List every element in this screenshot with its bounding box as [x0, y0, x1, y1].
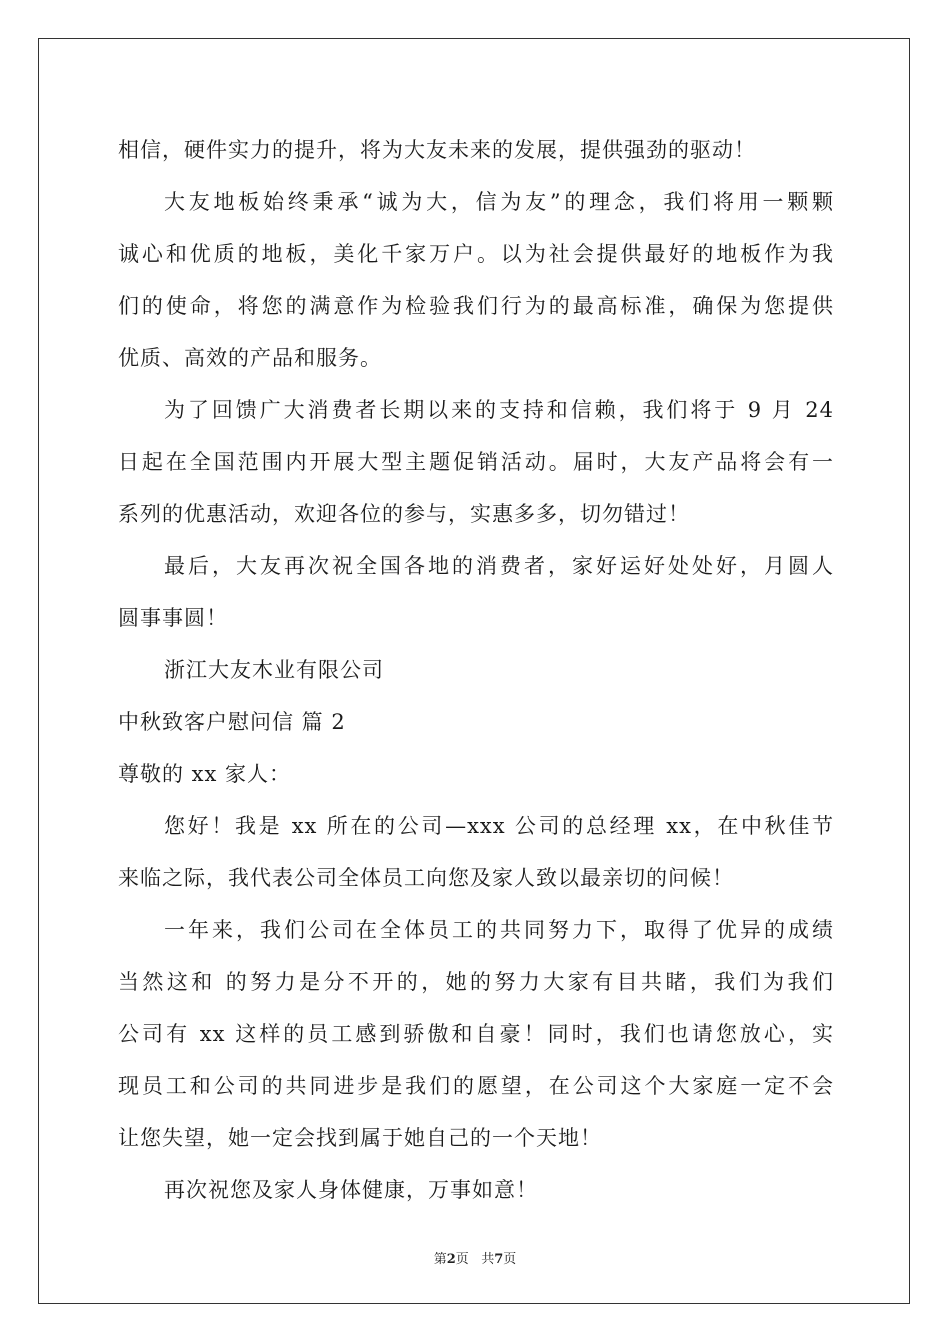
page-total: 7: [494, 1252, 504, 1267]
signature-line: 浙江大友木业有限公司: [164, 658, 384, 682]
text-line: 最后，大友再次祝全国各地的消费者，家好运好处处好，月圆人: [164, 554, 834, 578]
page-footer: [0, 1248, 950, 1267]
total-suffix: 页: [503, 1252, 517, 1267]
text-line: 大友地板始终秉承“诚为大，信为友”的理念，我们将用一颗颗: [164, 190, 834, 214]
total-prefix: 共: [481, 1252, 495, 1267]
text-line: 再次祝您及家人身体健康，万事如意！: [164, 1178, 538, 1202]
text-line: 相信，硬件实力的提升，将为大友未来的发展，提供强劲的驱动！: [118, 138, 756, 162]
text-line: 您好！我是 xx 所在的公司—xxx 公司的总经理 xx，在中秋佳节: [164, 814, 834, 838]
text-line: 圆事事圆！: [118, 606, 228, 630]
text-line: 日起在全国范围内开展大型主题促销活动。届时，大友产品将会有一: [118, 450, 834, 474]
text-line: 为了回馈广大消费者长期以来的支持和信赖，我们将于 9 月 24: [164, 398, 834, 422]
page-prefix: 第: [433, 1252, 447, 1267]
text-line: 们的使命，将您的满意作为检验我们行为的最高标准，确保为您提供: [118, 294, 834, 318]
text-line: 让您失望，她一定会找到属于她自己的一个天地！: [118, 1126, 602, 1150]
document-body: [118, 124, 834, 1216]
page-current: 2: [446, 1252, 456, 1267]
text-line: 诚心和优质的地板，美化千家万户。以为社会提供最好的地板作为我: [118, 242, 834, 266]
text-line: 公司有 xx 这样的员工感到骄傲和自豪！同时，我们也请您放心，实: [118, 1022, 834, 1046]
text-line: 系列的优惠活动，欢迎各位的参与，实惠多多，切勿错过！: [118, 502, 690, 526]
text-line: 一年来，我们公司在全体员工的共同努力下，取得了优异的成绩: [164, 918, 834, 942]
salutation: 尊敬的 xx 家人：: [118, 762, 292, 786]
text-line: 现员工和公司的共同进步是我们的愿望，在公司这个大家庭一定不会: [118, 1074, 834, 1098]
section-heading: 中秋致客户慰问信 篇 2: [118, 710, 346, 734]
page-suffix: 页: [455, 1252, 469, 1267]
text-line: 优质、高效的产品和服务。: [118, 346, 382, 370]
text-line: 来临之际，我代表公司全体员工向您及家人致以最亲切的问候！: [118, 866, 734, 890]
text-line: 当然这和 的努力是分不开的，她的努力大家有目共睹，我们为我们: [118, 970, 834, 994]
